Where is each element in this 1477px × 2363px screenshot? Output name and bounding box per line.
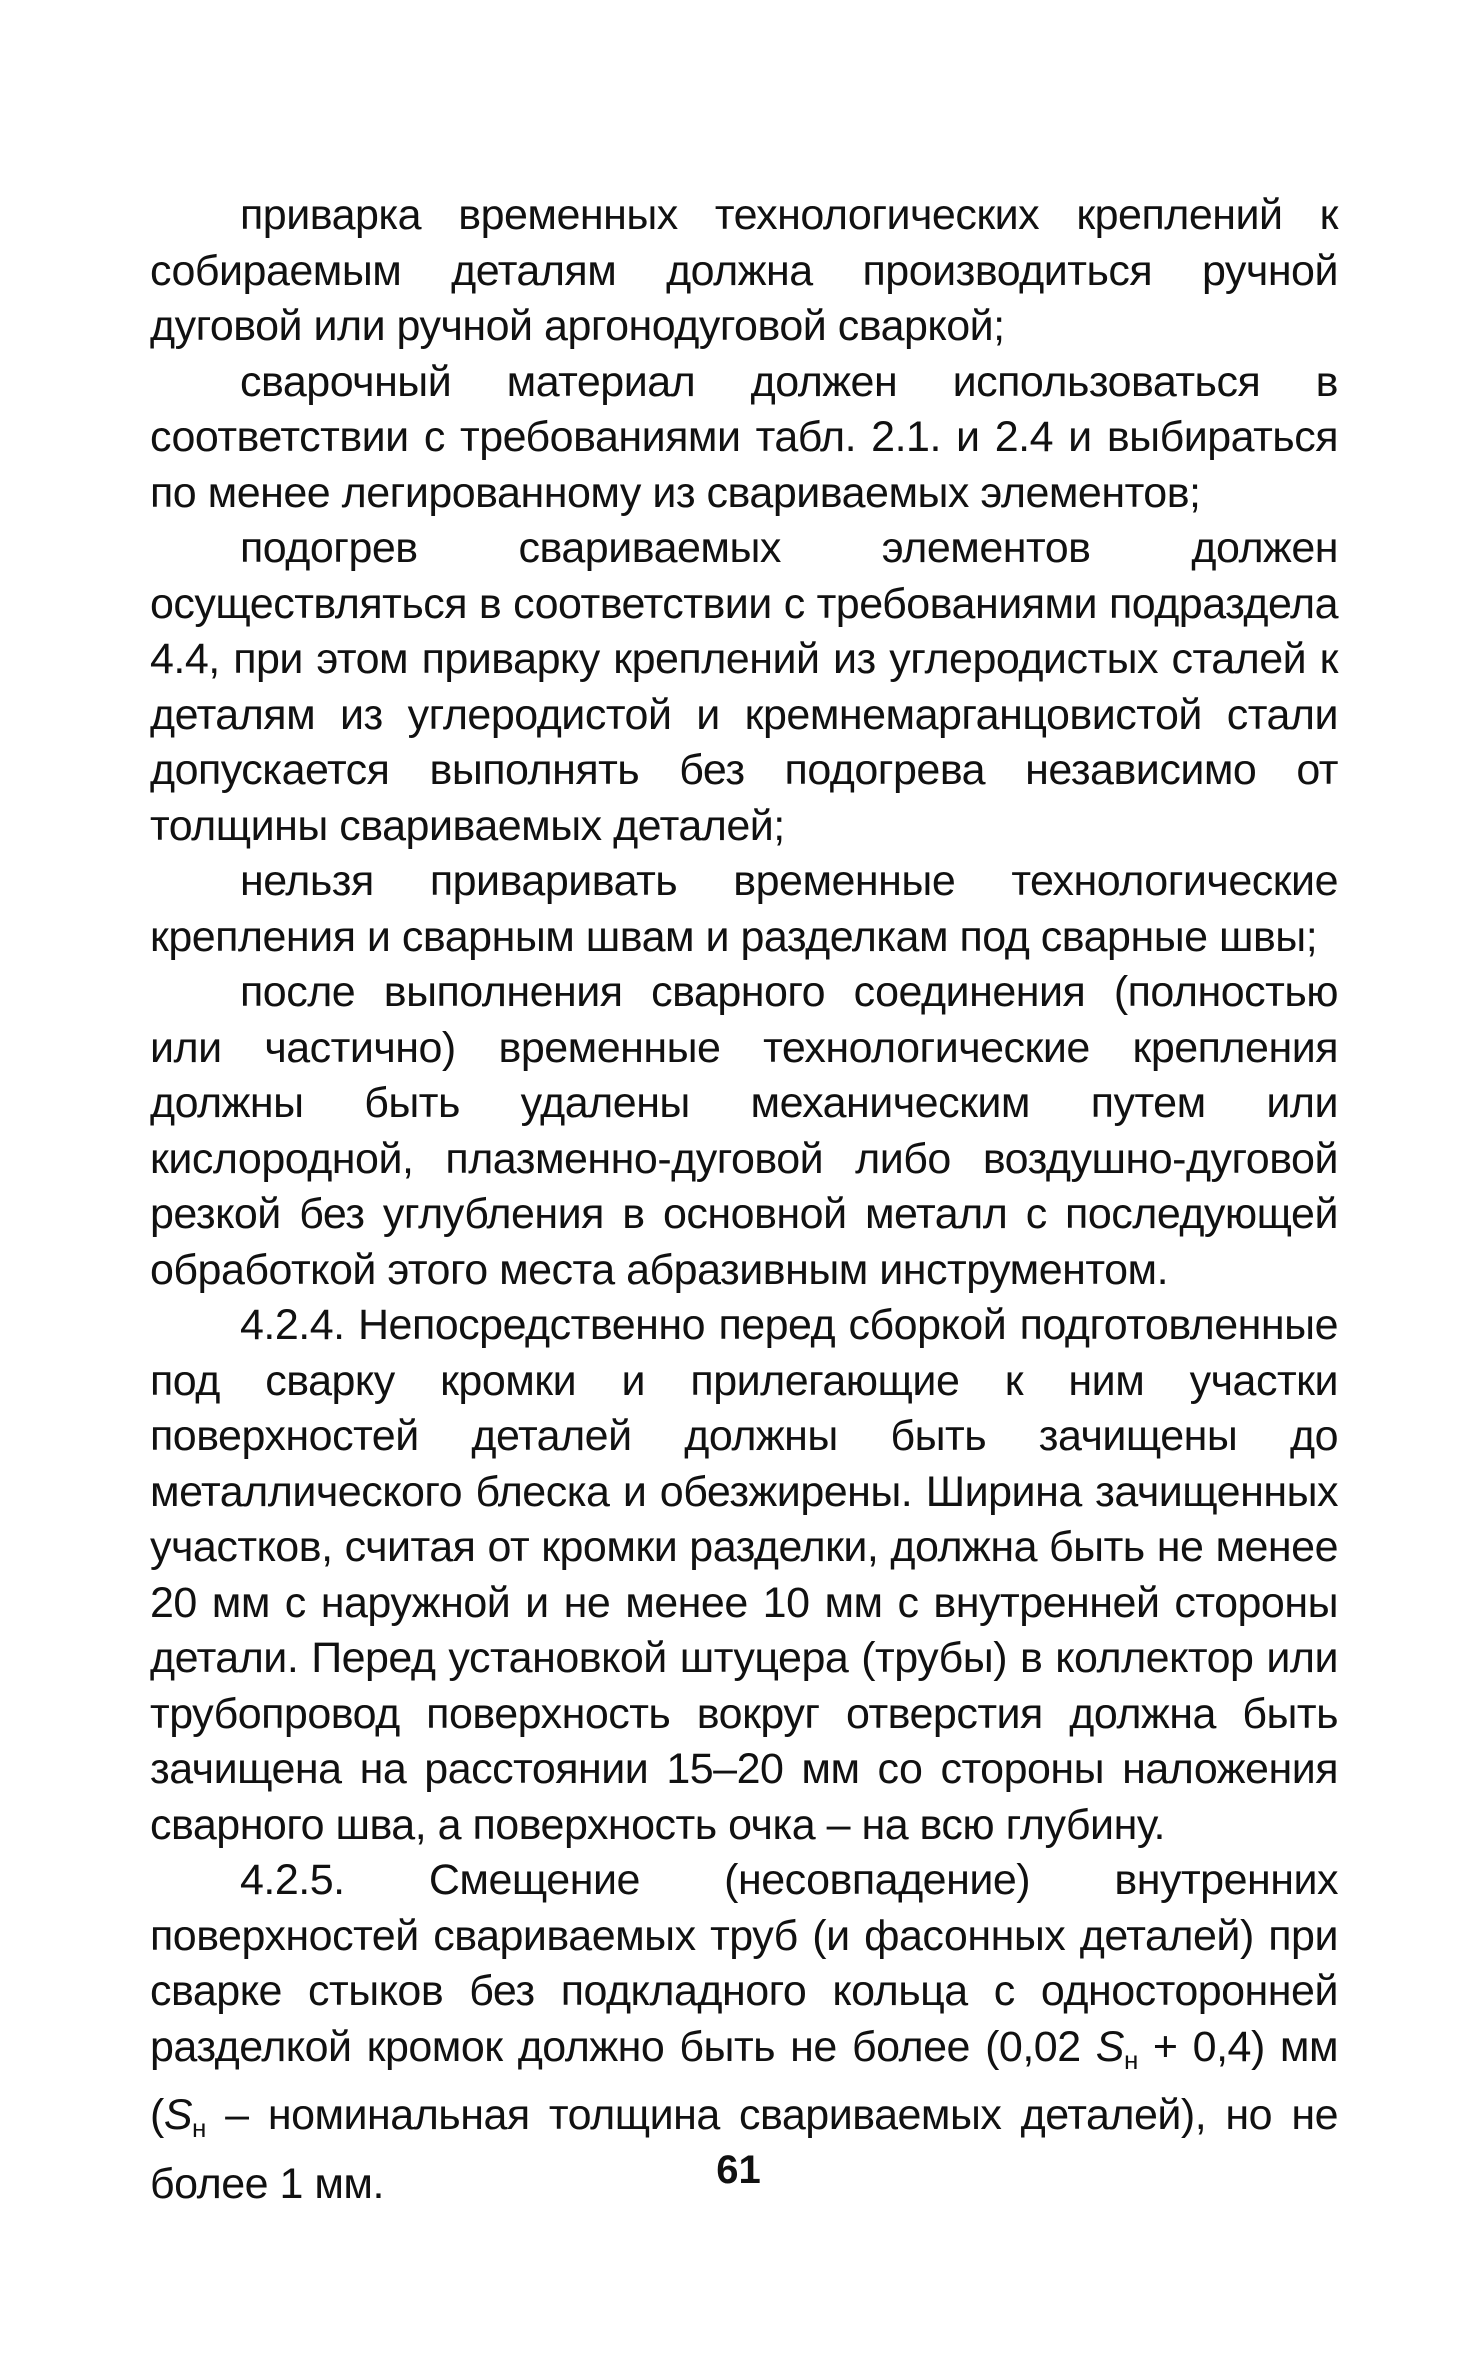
page-number: 61 xyxy=(716,2148,761,2192)
paragraph-welding-material: сварочный материал должен использоваться в соответствии с требованиями табл. 2.1. и 2.4 и выбираться по менее легированному из свариваемых элементов; xyxy=(150,357,1338,517)
paragraph-preheating: подогрев свариваемых элементов должен осуществляться в соответствии с требованиями подраздела 4.4, при этом приварку креплений из углеродистых сталей к деталям из углеродистой и кремнемарганцовистой стали допускается выполнять без подогрева независимо от толщины свариваемых деталей; xyxy=(150,524,1338,850)
paragraph-welding-fixtures: приварка временных технологических креплений к собираемым деталям должна производиться ручной дуговой или ручной аргонодуговой сваркой; xyxy=(150,191,1338,350)
paragraph-4-2-5-part2: + 0,4) мм ( xyxy=(150,2022,1339,2139)
symbol-s-nominal: S xyxy=(1095,2022,1124,2071)
symbol-s-nominal-2: S xyxy=(163,2091,193,2139)
subscript-n-2: н xyxy=(192,2113,206,2143)
paragraph-removal: после выполнения сварного соединения (полностью или частично) временные технологические крепления должны быть удалены механическим путем или кислородной, плазменно-дуговой либо воздушно-дуговой резкой без углубления в основной металл с последующей обработкой этого места абразивным инструментом. xyxy=(150,968,1338,1294)
subscript-n: н xyxy=(1123,2044,1138,2075)
paragraph-prohibition: нельзя приваривать временные технологические крепления и сварным швам и разделкам под сварные швы; xyxy=(150,857,1338,961)
body-text xyxy=(150,188,1338,2212)
paragraph-4-2-5-part3: – номинальная толщина свариваемых деталей), но не более 1 мм. xyxy=(150,2091,1338,2208)
paragraph-4-2-5-part1: 4.2.5. Смещение (несовпадение) внутренних поверхностей свариваемых труб (и фасонных деталей) при сварке стыков без подкладного кольца с односторонней разделкой кромок должно быть не более (0,02 xyxy=(150,1856,1338,2071)
paragraph-4-2-4: 4.2.4. Непосредственно перед сборкой подготовленные под сварку кромки и прилегающие к ним участки поверхностей деталей должны быть зачищены до металлического блеска и обезжирены. Ширина зачищенных участков, считая от кромки разделки, должна быть не менее 20 мм с наружной и не менее 10 мм с внутренней стороны детали. Перед установкой штуцера (трубы) в коллектор или трубопровод поверхность вокруг отверстия должна быть зачищена на расстоянии 15–20 мм со стороны наложения сварного шва, а поверхность очка – на всю глубину. xyxy=(150,1301,1338,1849)
